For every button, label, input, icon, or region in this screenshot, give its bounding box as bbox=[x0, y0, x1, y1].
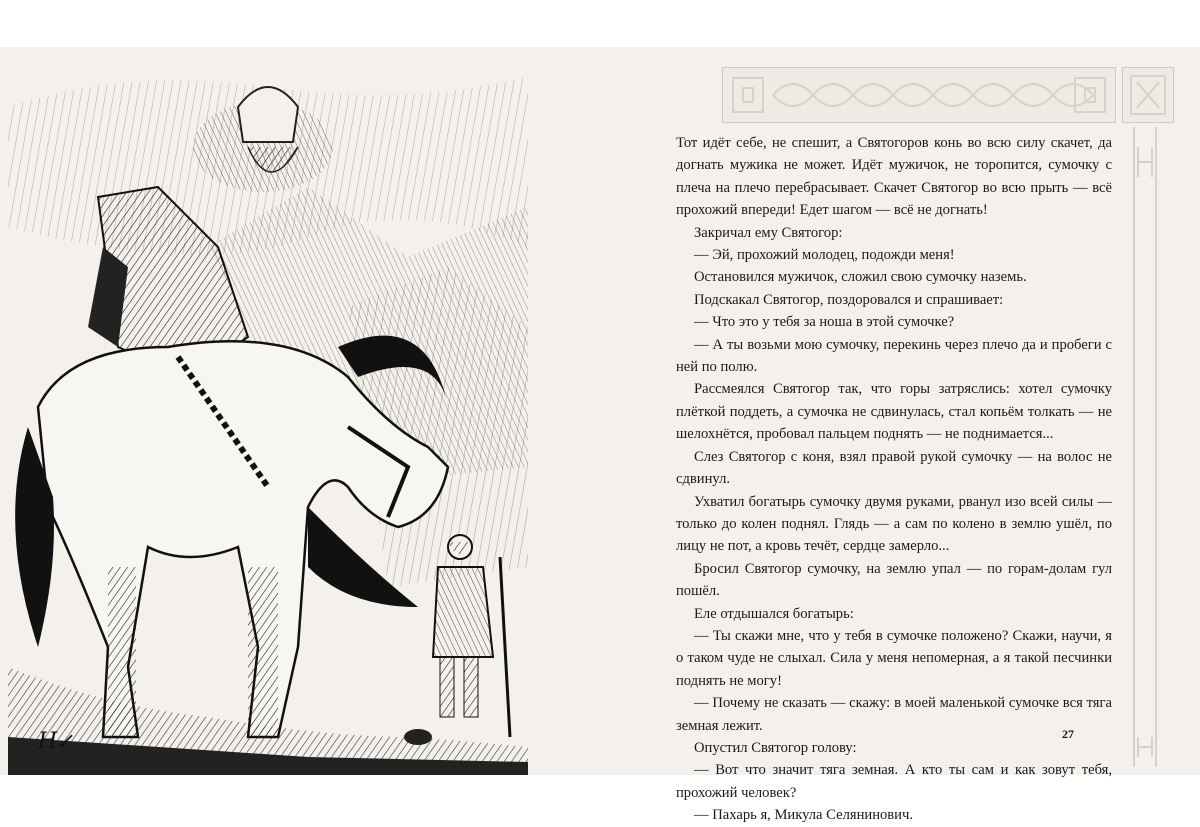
story-text bbox=[676, 132, 1112, 827]
ornament-banner bbox=[722, 67, 1116, 123]
paragraph: Рассмеялся Святогор так, что горы затряслись: хотел сумочку плёткой поддеть, а сумочка не сдвинулась, стал копьём толкать — не шелохнётся, пробовал пальцем поднять — не поднимается... bbox=[676, 381, 1112, 443]
ornament-pattern-icon bbox=[723, 68, 1115, 122]
artist-signature: Н↙ bbox=[38, 729, 76, 754]
book-spread bbox=[0, 47, 1200, 824]
paragraph: Ухватил богатырь сумочку двумя руками, рванул изо всей силы — только до колен поднял. Глядь — а сам по колено в землю ушёл, по лицу не пот, а кровь течёт, сердце замерло... bbox=[676, 493, 1112, 555]
paragraph: Остановился мужичок, сложил свою сумочку наземь. bbox=[694, 269, 1027, 286]
paragraph: Бросил Святогор сумочку, на землю упал — по горам-долам гул пошёл. bbox=[676, 560, 1112, 600]
paragraph: — А ты возьми мою сумочку, перекинь через плечо да и пробеги с ней по полю. bbox=[676, 336, 1112, 376]
corner-knot-icon bbox=[1123, 68, 1173, 122]
paragraph: — Вот что значит тяга земная. А кто ты сам и как зовут тебя, прохожий человек? bbox=[676, 762, 1112, 801]
paragraph: Еле отдышался богатырь: bbox=[694, 605, 854, 622]
paragraph: — Почему не сказать — скажу: в моей маленькой сумочке вся тяга земная лежит. bbox=[676, 695, 1112, 734]
paragraph: Закричал ему Святогор: bbox=[694, 224, 843, 241]
rail-pattern-icon bbox=[1128, 127, 1162, 767]
paragraph: Слез Святогор с коня, взял правой рукой сумочку — на волос не сдвинул. bbox=[676, 448, 1112, 488]
paragraph: — Эй, прохожий молодец, подожди меня! bbox=[694, 247, 955, 264]
ornament-corner bbox=[1122, 67, 1174, 123]
page-number: 27 bbox=[1062, 727, 1074, 741]
paragraph: Тот идёт себе, не спешит, а Святогоров конь во всю силу скачет, да догнать мужика не может. Идёт мужичок, не торопится, сумочку с плеча на плечо перебрасывает. Скачет Святогор во всю прыть — всё прохожий впереди! Едет шагом — всё не догнать! bbox=[676, 135, 1112, 219]
paragraph: Подскакал Святогор, поздоровался и спрашивает: bbox=[694, 291, 1004, 308]
paragraph: Опустил Святогор голову: bbox=[694, 739, 857, 756]
side-ornament-rail bbox=[1128, 127, 1162, 767]
paragraph: — Пахарь я, Микула Селянинович. bbox=[694, 807, 913, 824]
ink-illustration bbox=[8, 47, 528, 775]
paragraph: — Ты скажи мне, что у тебя в сумочке положено? Скажи, научи, я о таком чуде не слыхал. Сила у меня непомерная, а я такой песчинки поднять не могу! bbox=[676, 627, 1112, 689]
paragraph: — Что это у тебя за ноша в этой сумочке? bbox=[694, 314, 955, 331]
illustration-svyatogor-and-mikula bbox=[8, 47, 528, 775]
